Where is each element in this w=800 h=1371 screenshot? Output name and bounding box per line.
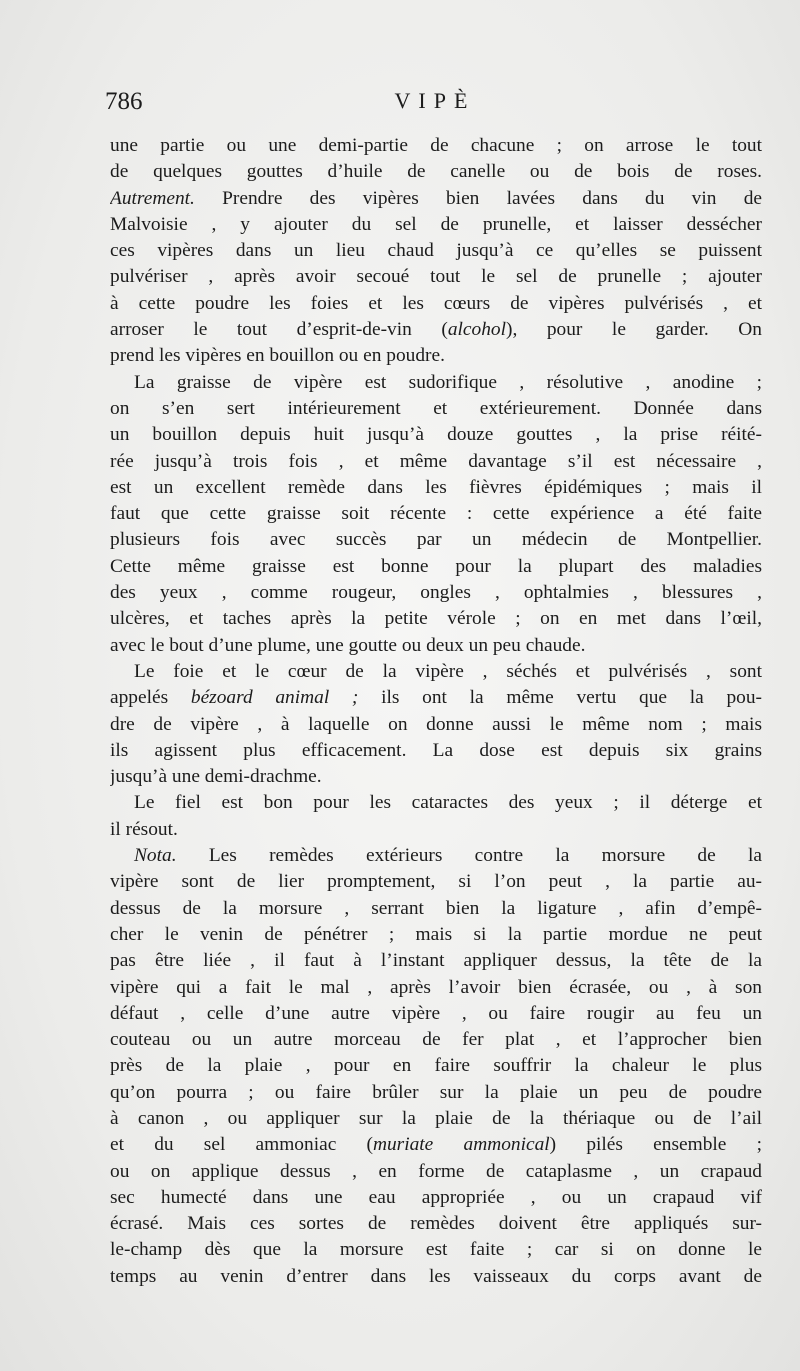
line-text: rée jusqu’à trois fois , et même davantage s’il est nécessaire , <box>110 450 762 472</box>
line-text: La graisse de vipère est sudorifique , résolutive , anodine ; <box>134 371 762 393</box>
text-line <box>110 712 762 738</box>
text-line <box>110 1159 762 1185</box>
text-line <box>110 633 762 659</box>
text-line <box>110 1080 762 1106</box>
text-line <box>110 869 762 895</box>
text-line <box>110 580 762 606</box>
line-text: dessus de la morsure , serrant bien la ligature , afin d’empê- <box>110 897 762 919</box>
text-line <box>110 1132 762 1158</box>
line-text: et du sel ammoniac ( <box>110 1134 373 1156</box>
text-line <box>110 527 762 553</box>
line-text: sec humecté dans une eau appropriée , ou un crapaud vif <box>110 1186 762 1208</box>
text-line <box>110 396 762 422</box>
line-text: plusieurs fois avec succès par un médecin de Montpellier. <box>110 529 762 551</box>
text-line <box>110 738 762 764</box>
page-header <box>105 88 765 122</box>
line-text: Prendre des vipères bien lavées dans du vin de <box>194 187 762 209</box>
text-line <box>110 764 762 790</box>
italic-text: bézoard animal ; <box>190 687 359 709</box>
line-text: ou on applique dessus , en forme de cataplasme , un crapaud <box>110 1160 762 1182</box>
line-text: faut que cette graisse soit récente : cette expérience a été faite <box>110 503 762 525</box>
italic-text: muriate ammonical <box>372 1134 550 1156</box>
line-text: Le foie et le cœur de la vipère , séchés et pulvérisés , sont <box>134 660 762 682</box>
line-text: temps au venin d’entrer dans les vaisseaux du corps avant de <box>110 1265 762 1287</box>
body-text <box>110 133 762 1290</box>
line-text: à canon , ou appliquer sur la plaie de la thériaque ou de l’ail <box>110 1107 762 1129</box>
text-line <box>110 370 762 396</box>
text-line <box>110 1106 762 1132</box>
text-line <box>110 1185 762 1211</box>
text-line <box>110 422 762 448</box>
text-line <box>110 1237 762 1263</box>
line-text: vipère sont de lier promptement, si l’on peut , la partie au- <box>110 871 762 893</box>
line-text: Cette même graisse est bonne pour la plupart des maladies <box>110 555 762 577</box>
text-line <box>110 790 762 816</box>
text-line <box>110 606 762 632</box>
line-text: il résout. <box>110 818 178 840</box>
running-title: VIPÈ <box>394 88 476 113</box>
line-text: un bouillon depuis huit jusqu’à douze gouttes , la prise réité- <box>110 424 762 446</box>
line-text: des yeux , comme rougeur, ongles , ophtalmies , blessures , <box>110 582 762 604</box>
line-text: Le fiel est bon pour les cataractes des yeux ; il déterge et <box>134 792 762 814</box>
text-line <box>110 317 762 343</box>
line-text: appelés <box>110 687 191 709</box>
text-line <box>110 475 762 501</box>
line-text: écrasé. Mais ces sortes de remèdes doivent être appliqués sur- <box>110 1213 762 1235</box>
text-line <box>110 238 762 264</box>
line-text: qu’on pourra ; ou faire brûler sur la plaie un peu de poudre <box>110 1081 762 1103</box>
line-text: ils ont la même vertu que la pou- <box>358 687 762 709</box>
line-text: pulvériser , après avoir secoué tout le sel de prunelle ; ajouter <box>110 266 762 288</box>
text-line <box>110 1027 762 1053</box>
text-line <box>110 817 762 843</box>
text-line <box>110 685 762 711</box>
text-line <box>110 186 762 212</box>
text-line <box>110 291 762 317</box>
text-line <box>110 922 762 948</box>
text-line <box>110 1211 762 1237</box>
line-text: à cette poudre les foies et les cœurs de vipères pulvérisés , et <box>110 292 762 314</box>
line-text: cher le venin de pénétrer ; mais si la partie mordue ne peut <box>110 923 762 945</box>
italic-text: Autrement. <box>110 187 195 209</box>
line-text: pas être liée , il faut à l’instant appliquer dessus, la tête de la <box>110 950 762 972</box>
text-line <box>110 212 762 238</box>
text-line <box>110 133 762 159</box>
page-number: 786 <box>105 88 143 115</box>
text-line <box>110 159 762 185</box>
line-text: Les remèdes extérieurs contre la morsure de la <box>176 845 762 867</box>
text-line <box>110 343 762 369</box>
line-text: ), pour le garder. On <box>506 319 762 341</box>
line-text: couteau ou un autre morceau de fer plat , et l’approcher bien <box>110 1029 762 1051</box>
line-text: jusqu’à une demi-drachme. <box>110 766 322 788</box>
line-text: vipère qui a fait le mal , après l’avoir bien écrasée, ou , à son <box>110 976 762 998</box>
text-line <box>110 659 762 685</box>
text-line <box>110 1001 762 1027</box>
line-text: on s’en sert intérieurement et extérieurement. Donnée dans <box>110 397 762 419</box>
italic-text: Nota. <box>134 845 177 867</box>
text-line <box>110 1053 762 1079</box>
line-text: ils agissent plus efficacement. La dose est depuis six grains <box>110 739 762 761</box>
line-text: arroser le tout d’esprit-de-vin ( <box>110 319 448 341</box>
text-line <box>110 449 762 475</box>
text-line <box>110 501 762 527</box>
line-text: ulcères, et taches après la petite vérole ; on en met dans l’œil, <box>110 608 762 630</box>
line-text: une partie ou une demi-partie de chacune ; on arrose le tout <box>110 135 762 156</box>
line-text: dre de vipère , à laquelle on donne aussi le même nom ; mais <box>110 713 762 735</box>
line-text: près de la plaie , pour en faire souffrir la chaleur le plus <box>110 1055 762 1077</box>
line-text: prend les vipères en bouillon ou en poudre. <box>110 345 445 367</box>
line-text: avec le bout d’une plume, une goutte ou deux un peu chaude. <box>110 634 586 656</box>
line-text: défaut , celle d’une autre vipère , ou faire rougir au feu un <box>110 1002 762 1024</box>
text-line <box>110 264 762 290</box>
line-text: Malvoisie , y ajouter du sel de prunelle, et laisser dessécher <box>110 213 762 235</box>
line-text: ) pilés ensemble ; <box>549 1134 762 1156</box>
line-text: ces vipères dans un lieu chaud jusqu’à ce qu’elles se puissent <box>110 240 762 262</box>
text-line <box>110 843 762 869</box>
italic-text: alcohol <box>447 319 506 341</box>
text-line <box>110 554 762 580</box>
text-line <box>110 1264 762 1290</box>
text-line <box>110 896 762 922</box>
line-text: est un excellent remède dans les fièvres épidémiques ; mais il <box>110 476 762 498</box>
text-line <box>110 975 762 1001</box>
text-line <box>110 948 762 974</box>
line-text: le-champ dès que la morsure est faite ; car si on donne le <box>110 1239 762 1261</box>
line-text: de quelques gouttes d’huile de canelle ou de bois de roses. <box>110 161 762 183</box>
